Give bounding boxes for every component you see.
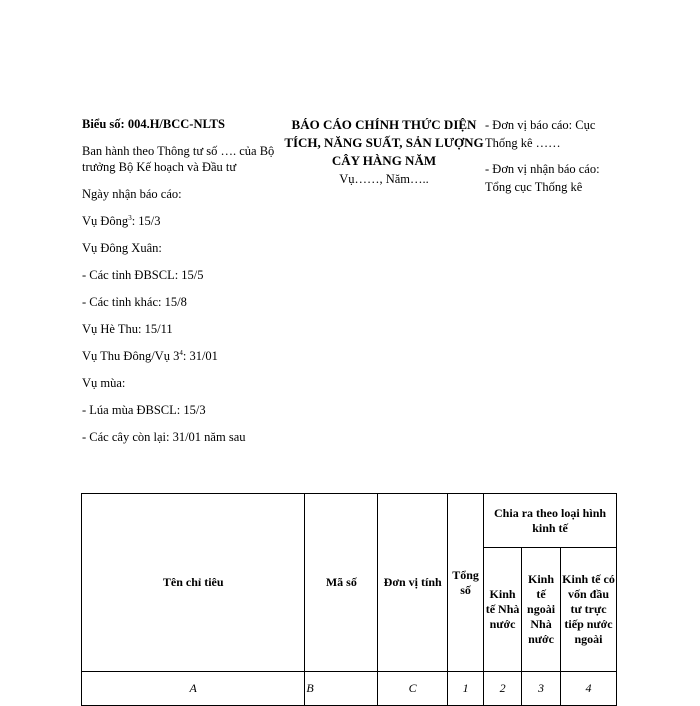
col-header-state: Kinh tế Nhà nước	[484, 548, 522, 672]
mekong-provinces-deadline: - Các tỉnh ĐBSCL: 15/5	[82, 268, 204, 282]
summer-autumn-deadline: Vụ Hè Thu: 15/11	[82, 322, 173, 336]
remaining-crops-deadline: - Các cây còn lại: 31/01 năm sau	[82, 430, 246, 444]
index-cell: C	[378, 672, 448, 706]
index-cell: 1	[448, 672, 484, 706]
winter-crop-label: Vụ Đông	[82, 214, 129, 228]
header-left	[82, 116, 282, 456]
report-title: BÁO CÁO CHÍNH THỨC DIỆN TÍCH, NĂNG SUẤT, SẢN LƯỢNG CÂY HÀNG NĂM	[284, 117, 484, 168]
footnote-4: 4	[179, 348, 183, 357]
winter-crop-date: : 15/3	[131, 214, 161, 228]
col-header-group: Chia ra theo loại hình kinh tế	[484, 494, 617, 548]
autumn-winter-date: : 31/01	[182, 349, 218, 363]
main-season-label: Vụ mùa:	[82, 376, 126, 390]
header-center	[283, 116, 485, 188]
col-header-fdi: Kinh tế có vốn đầu tư trực tiếp nước ngoài	[561, 548, 617, 672]
col-header-indicator: Tên chỉ tiêu	[82, 494, 305, 672]
mekong-rice-deadline: - Lúa mùa ĐBSCL: 15/3	[82, 403, 206, 417]
col-header-total: Tổng số	[448, 494, 484, 672]
other-provinces-deadline: - Các tỉnh khác: 15/8	[82, 295, 187, 309]
index-row	[82, 672, 617, 706]
index-cell: 3	[522, 672, 561, 706]
index-cell: B	[305, 672, 378, 706]
footnote-3: 3	[128, 213, 132, 222]
autumn-winter-label: Vụ Thu Đông/Vụ 3	[82, 349, 180, 363]
index-cell: A	[82, 672, 305, 706]
winter-crop-deadline	[82, 213, 282, 229]
season-year-line: Vụ……, Năm…..	[339, 172, 429, 186]
form-code: Biểu số: 004.H/BCC-NLTS	[82, 117, 225, 131]
report-table	[81, 493, 617, 706]
index-cell: 2	[484, 672, 522, 706]
received-date-label: Ngày nhận báo cáo:	[82, 187, 182, 201]
issued-by-text: Ban hành theo Thông tư số …. của Bộ trưởng Bộ Kế hoạch và Đầu tư	[82, 144, 275, 174]
winter-spring-label: Vụ Đông Xuân:	[82, 241, 162, 255]
header-right	[485, 116, 615, 204]
reporting-unit: - Đơn vị báo cáo: Cục Thống kê ……	[485, 118, 596, 150]
autumn-winter-deadline	[82, 348, 282, 364]
col-header-unit: Đơn vị tính	[378, 494, 448, 672]
col-header-nonstate: Kinh tế ngoài Nhà nước	[522, 548, 561, 672]
index-cell: 4	[561, 672, 617, 706]
col-header-code: Mã số	[305, 494, 378, 672]
receiving-unit: - Đơn vị nhận báo cáo: Tổng cục Thống kê	[485, 162, 600, 194]
